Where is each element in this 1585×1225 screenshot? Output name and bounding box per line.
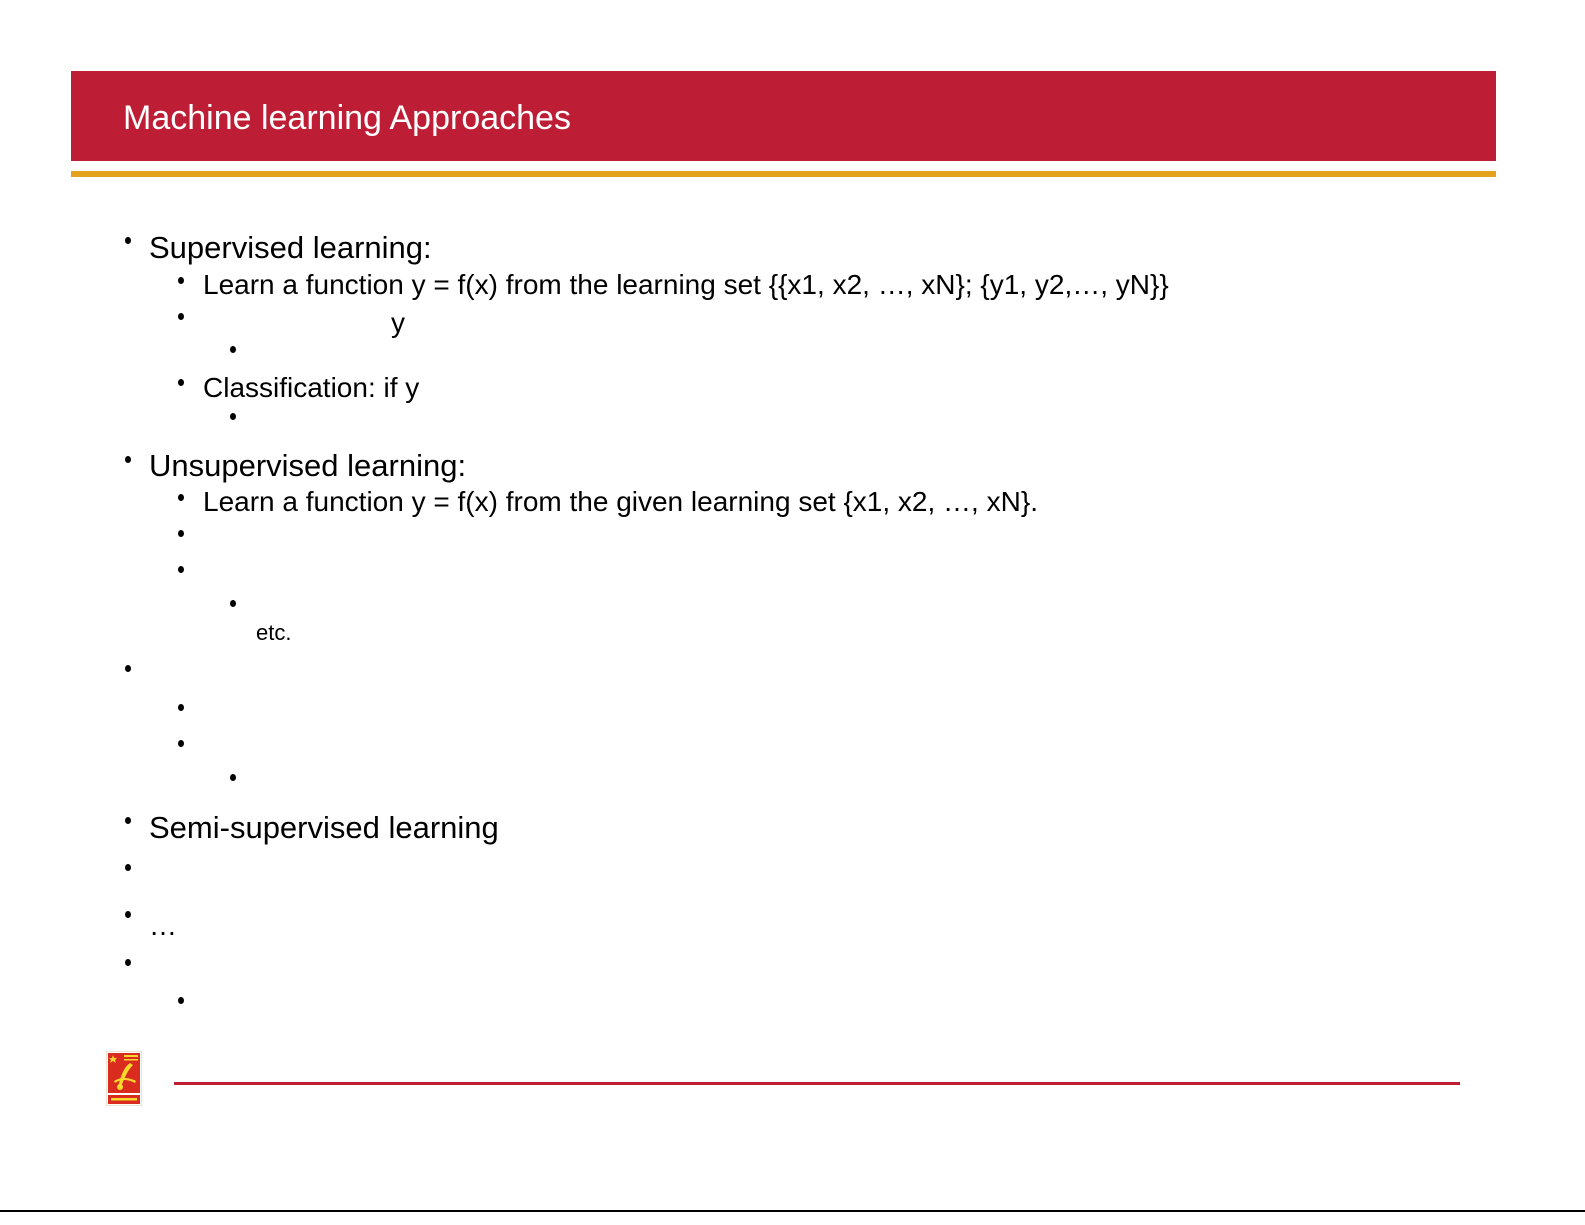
regression-y-text: y [391,307,405,338]
slide-title: Machine learning Approaches [123,99,571,137]
bullet [230,774,236,781]
supervised-learn-function-text: Learn a function y = f(x) from the learning set {{x1, x2, …, xN}; {y1, y2,…, yN}} [203,269,1169,300]
bullet [230,346,236,353]
unsupervised-learning-heading: Unsupervised learning: [149,448,467,483]
ellipsis-text: … [149,910,177,941]
bullet [125,665,131,672]
footer-rule [174,1082,1460,1085]
supervised-learning-heading: Supervised learning: [149,230,432,265]
bullet [125,237,131,244]
bullet [178,277,184,284]
semi-supervised-learning-heading: Semi-supervised learning [149,810,499,845]
bullet [178,566,184,573]
bullet [125,959,131,966]
bullet [125,911,131,918]
bullet [178,379,184,386]
university-logo-icon [106,1051,142,1106]
page-edge [0,1210,1585,1212]
bullet [125,456,131,463]
bullet [178,997,184,1004]
bullet [178,704,184,711]
etc-text: etc. [256,620,292,645]
bullet [178,530,184,537]
bullet [125,817,131,824]
bullet [178,494,184,501]
bullet [230,413,236,420]
bullet [230,600,236,607]
classification-text: Classification: if y [203,372,420,403]
unsupervised-learn-function-text: Learn a function y = f(x) from the given learning set {x1, x2, …, xN}. [203,486,1038,517]
bullet [125,864,131,871]
bullet [178,313,184,320]
bullet [178,740,184,747]
